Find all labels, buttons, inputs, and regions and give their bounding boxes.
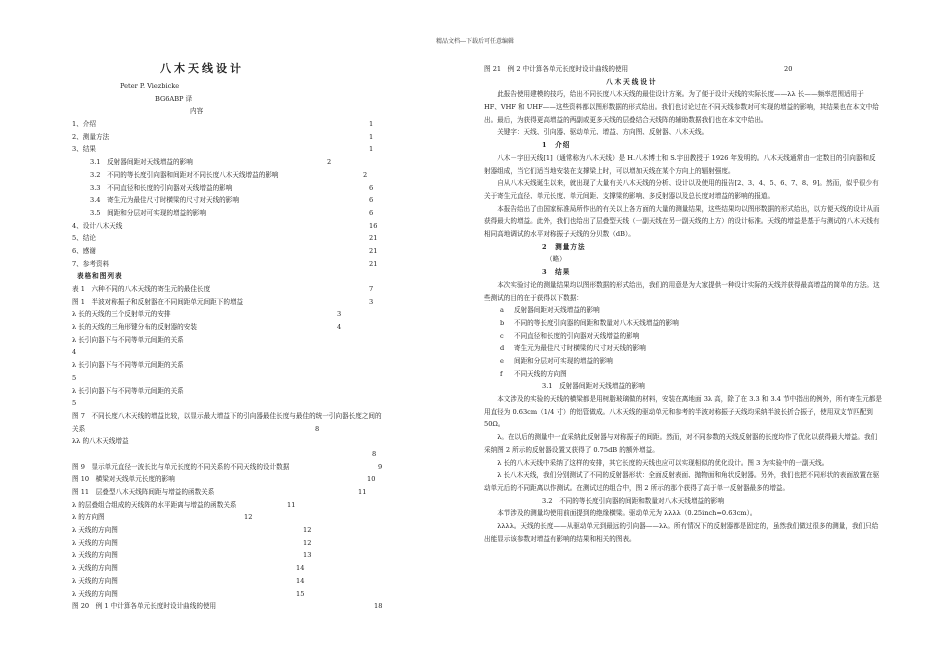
toc-entry[interactable]: 3.5 间距和分层对可实现的增益的影响 6 <box>90 208 374 217</box>
subsection-heading: 3.2 不同的等长度引向器的间距和数量对八木天线增益的影响 <box>542 496 724 505</box>
figure-entry[interactable]: λ 天线的方向图 14 <box>72 576 305 585</box>
toc-entry[interactable]: 2、测量方法 1 <box>72 132 374 141</box>
figure-entry[interactable]: λ 天线的方向图 13 <box>72 551 312 560</box>
toc-entry[interactable]: 1、介绍 1 <box>72 120 374 129</box>
toc-entry[interactable]: 3.4 寄生元为最佳尺寸时横梁的尺寸对天线的影响 6 <box>90 196 374 205</box>
section-heading: 3 结果 <box>542 268 571 277</box>
body-paragraph: λ 长的八木天线中采纳了这样的安排，其它长度的天线也应可以实现相似的优化设计。图 3 为实验中的一副天线。 <box>497 458 829 467</box>
toc-entry[interactable]: 3.2 不同的等长度引向器和间距对不同长度八木天线增益的影响 2 <box>90 170 368 179</box>
results-list <box>484 304 882 380</box>
body-paragraph: λλλλ。天线的长度——从驱动单元到最远的引向器——λλ。所有情况下的反射器都是固定的，虽然我们做过很多的测量，我们只给出能显示该参数对增益有影响的结果和相关的图表。 <box>484 522 879 543</box>
figure-entry[interactable]: λ 长引向器下与不同等单元间距的关系 <box>72 335 184 344</box>
figure-entry[interactable]: λ 长引向器下与不同等单元间距的关系 <box>72 361 184 370</box>
body-paragraph: 自从八木天线诞生以来，就出现了大量有关八木天线的分析、设计以及使用的报告[2、3、4、5、6、7、8、9]。然而，似乎很少有关于寄生元直径、单元长度、单元间距、支撑梁的影响、多反射器以及总长度对增益的影响的报道。 <box>484 179 879 200</box>
list-item: e 间距和分层对可实现的增益的影响 <box>500 357 613 366</box>
toc-entry[interactable]: 4、设计八木天线 16 <box>72 221 378 230</box>
list-item: b 不同的等长度引向器的间距和数量对八木天线增益的影响 <box>500 318 679 327</box>
figure-entry[interactable]: 5 <box>72 373 77 382</box>
figure-entry[interactable]: λλ 的八木天线增益 <box>72 437 129 446</box>
list-item: c 不同直径和长度的引向器对天线增益的影响 <box>500 331 640 340</box>
figure-entry[interactable]: λ 天线的方向图 15 <box>72 589 305 598</box>
figure-entry[interactable]: 8 <box>372 449 377 458</box>
figure-entry[interactable]: 图 20 例 1 中计算各单元长度时设计曲线的使用 18 <box>72 602 383 611</box>
figure-entry[interactable]: λ 天线的方向图 12 <box>72 538 312 547</box>
body-paragraph: 八木－宇田天线[1]（通常称为八木天线）是 H.八木博士和 S.宇田教授于 1926 年发明的。八木天线通常由一定数目的引向器和反射器组成，当它们适当地安装在支撑梁上时，可以增加天线在某个方向上的辐射强度。 <box>484 153 876 175</box>
contents-heading: 内容 <box>190 107 204 116</box>
figure-entry[interactable]: 图 7 不同长度八木天线的增益比较，以显示最大增益下的引向器最佳长度与最佳的统一引向器长度之间的 <box>72 411 382 420</box>
figures-heading: 表格和图列表 <box>77 272 123 281</box>
doc-title: 八木天线设计 <box>160 62 244 75</box>
figure-entry[interactable]: 5 <box>72 399 77 408</box>
translator-line: BG6ABP 译 <box>155 94 193 103</box>
figure-entry[interactable]: 关系 8 <box>72 424 320 433</box>
toc-entry[interactable]: 7、参考资料 21 <box>72 259 378 268</box>
left-column <box>72 63 462 613</box>
list-item: f 不同天线的方向图 <box>500 369 567 378</box>
figure-list <box>72 283 462 613</box>
section-heading: 1 介绍 <box>542 141 571 150</box>
list-item: d 寄生元为最佳尺寸时横梁的尺寸对天线的影响 <box>500 344 646 353</box>
figure-entry[interactable]: 图 1 半波对称振子和反射器在不同间距单元间距下的增益 3 <box>72 297 374 306</box>
table-of-contents <box>72 118 462 270</box>
header-note: 精品文档---下载后可任意编辑 <box>435 38 515 45</box>
list-item: a 反射器间距对天线增益的影响 <box>500 306 600 315</box>
toc-entry[interactable]: 3.3 不同直径和长度的引向器对天线增益的影响 6 <box>90 183 374 192</box>
toc-entry[interactable]: 3、结果 1 <box>72 145 374 154</box>
body-paragraph: 本报告给出了由国家标准局所作出的有关以上各方面的大量的测量结果，这些结果均以图形数据的形式给出，以方便天线的设计从而获得最大的增益。此外，我们也给出了层叠型天线（一副天线在另一副天线的上方）的设计标准。天线的增益是基于与测试的八木天线有相同高地调试的水平对称振子天线的分贝数（dB）。 <box>484 204 880 239</box>
body-paragraph: 本节涉及的测量均使用前面提到的绝缘横梁。驱动单元为 λλλλ（0.25inch=0.63cm）。 <box>497 509 757 518</box>
figure-entry[interactable]: 图 10 横梁对天线单元长度的影响 10 <box>72 475 376 484</box>
toc-entry[interactable]: 3.1 反射器间距对天线增益的影响 2 <box>90 158 332 167</box>
body-paragraph: 本次实验讨论的测量结果均以图形数据的形式给出，我们的用意是为大家提供一种设计实际的天线并获得最高增益的简单的方法。这些测试的目的在于获得以下数据： <box>484 280 880 302</box>
figure-entry[interactable]: λ 长的天线的三个反射单元的安排 3 <box>72 310 342 319</box>
subsection-heading: 3.1 反射器间距对天线增益的影响 <box>542 382 645 391</box>
section-heading: 2 测量方法 <box>542 242 586 251</box>
toc-entry[interactable]: 5、结论 21 <box>72 234 378 243</box>
figure-entry[interactable]: λ 的方向图 12 <box>72 513 253 522</box>
figure-entry[interactable]: 图 21 例 2 中计算各单元长度时设计曲线的使用 20 <box>484 65 793 73</box>
figure-entry[interactable]: λ 长引向器下与不同等单元间距的关系 <box>72 386 184 395</box>
abstract-paragraph: 此报告使用建模的技巧，给出不同长度八木天线的最佳设计方案。为了便于设计天线的实际长度——λλ 长——频率范围适用于 HF、VHF 和 UHF——这些资料都以图形数据的形式给出。我们也讨论过在不同天线参数对可实现的增益的影响，其结果也在本文中给出。最后，为获得更高增益的两副或更多天线的层叠结合天线阵的辅助数据我们也在本文中给出。 <box>484 90 879 124</box>
body-paragraph: λ 长八木天线，我们分别测试了不同的反射器形状：全面反射表面、抛物面和角状反射器。另外，我们也把不同形状的表面放置在驱动单元后的不同距离以作测试。在测试过的组合中，图 2 所示的那个获得了高于单一反射器最多的增益。 <box>484 471 880 492</box>
right-column <box>484 63 882 546</box>
body-paragraph: λ。在以后的测量中一直采纳此反射器与对称振子的间距。然而，对不同参数的天线反射器的长度均作了优化以获得最大增益。我们采纳图 2 所示的反射器设置又获得了 0.75dB 的额外增益。 <box>484 433 878 454</box>
figure-entry[interactable]: 表 1 六种不同的八木天线的寄生元的最佳长度 7 <box>72 285 374 293</box>
figure-entry[interactable]: 图 9 显示单元直径一波长比与单元长度的不同关系的不同天线的设计数据 9 <box>72 462 383 471</box>
figure-entry[interactable]: 4 <box>72 348 77 357</box>
figure-entry[interactable]: λ 长的天线的三角形键分布的反射器的安装 4 <box>72 323 342 332</box>
body-paragraph: 本文涉及的实验的天线的横梁都是用树脂玻璃做的材料，安装在离地面 3λ 高，除了在 3.3 和 3.4 节中指出的例外，所有寄生元都是用直径为 0.63cm（1/4 寸）的铝管做成。八木天线的驱动单元和参考的半波对称振子天线均采纳半波长折合振子，使用双支节匹配到 50Ω。 <box>484 395 882 429</box>
figure-entry[interactable]: λ 天线的方向图 12 <box>72 526 312 535</box>
figure-entry[interactable]: 图 11 层叠型八木天线阵间距与增益的函数关系 11 <box>72 488 367 496</box>
section-note: （略） <box>546 255 566 264</box>
toc-entry[interactable]: 6、感谢 21 <box>72 246 378 255</box>
section-title: 八木天线设计 <box>606 77 658 86</box>
keywords-line: 关键字：天线、引向器、驱动单元、增益、方向图、反射器、八木天线。 <box>497 128 709 137</box>
figure-entry[interactable]: λ 的层叠组合组成的天线阵的水平距离与增益的函数关系 11 <box>72 500 296 509</box>
author-line: Peter P. Viezbicke <box>120 82 180 90</box>
figure-entry[interactable]: λ 天线的方向图 14 <box>72 564 305 573</box>
